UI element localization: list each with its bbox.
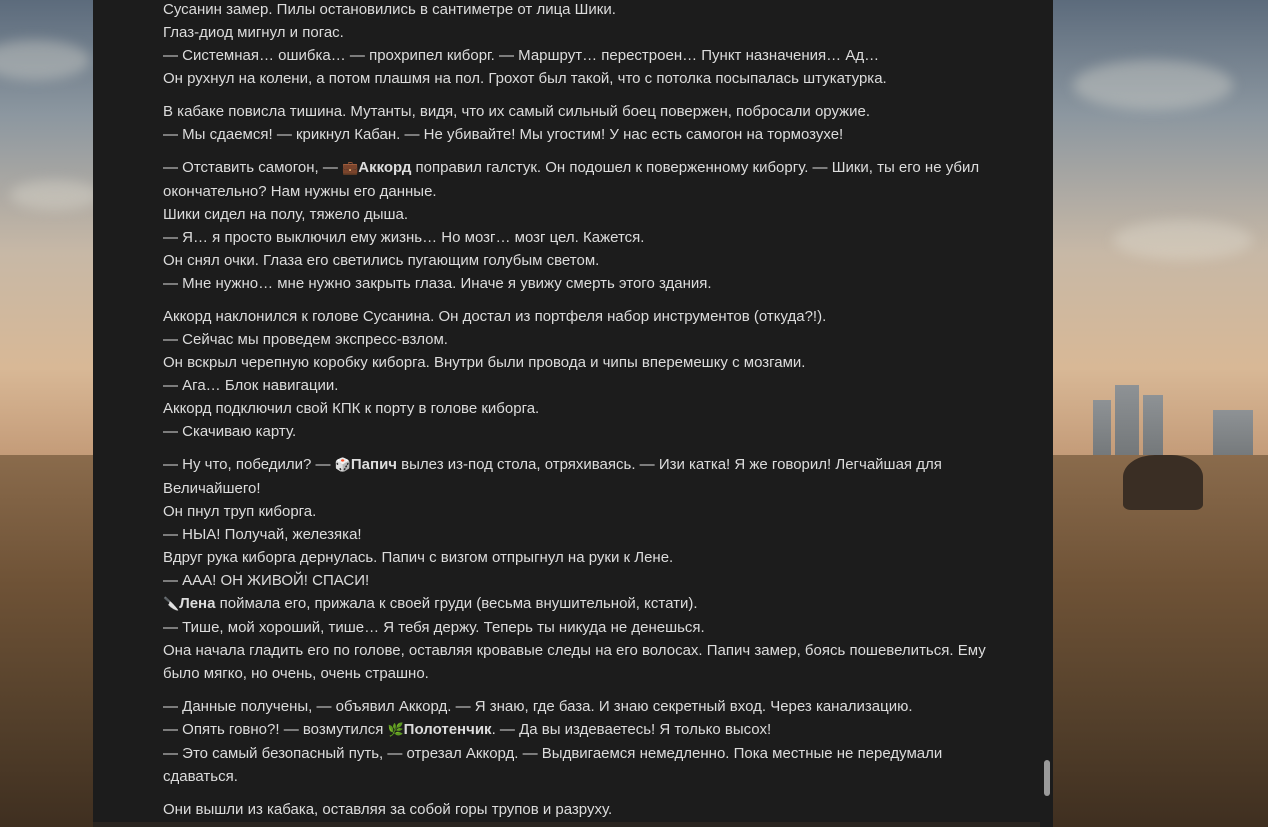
character-name: Полотенчик	[403, 721, 492, 738]
line-text: Он рухнул на колени, а потом плашмя на пол. Грохот был такой, что с потолка посыпалась штукатурка.	[163, 70, 887, 87]
scrollbar-track[interactable]	[1040, 0, 1053, 827]
line-text: Он вскрыл черепную коробку киборга. Внутри были провода и чипы вперемешку с мозгами.	[163, 354, 806, 371]
story-paragraph	[163, 0, 1013, 90]
line-text: — Данные получены, — объявил Аккорд. — Я знаю, где база. И знаю секретный вход. Через канализацию.	[163, 698, 913, 715]
line-text: Вдруг рука киборга дернулась. Папич с визгом отпрыгнул на руки к Лене.	[163, 549, 674, 566]
line-text: вылез из-под стола, отряхиваясь. — Изи катка! Я же говорил! Легчайшая для Величайшего!	[163, 456, 942, 497]
background-cloud	[1113, 220, 1253, 260]
character-emoji-icon: 💼	[342, 161, 359, 176]
line-text: Шики сидел на полу, тяжело дыша.	[163, 206, 409, 223]
line-text: поправил галстук. Он подошел к поверженному киборгу. — Шики, ты его не убил окончательно? Нам нужны его данные.	[163, 159, 980, 200]
background-left	[0, 0, 93, 827]
line-text: — Ну что, победили? —	[163, 456, 335, 473]
story-line	[163, 397, 1013, 420]
character-name: Лена	[179, 595, 216, 612]
line-text: — Мне нужно… мне нужно закрыть глаза. Иначе я увижу смерть этого здания.	[163, 275, 712, 292]
story-line	[163, 616, 1013, 639]
story-line	[163, 100, 1013, 123]
line-text: Он снял очки. Глаза его светились пугающим голубым светом.	[163, 252, 600, 269]
line-text: — Я… я просто выключил ему жизнь… Но мозг… мозг цел. Кажется.	[163, 229, 645, 246]
story-paragraph	[163, 453, 1013, 685]
story-line	[163, 351, 1013, 374]
story-line	[163, 328, 1013, 351]
story-line	[163, 453, 1013, 500]
line-text: — Опять говно?! — возмутился	[163, 721, 388, 738]
line-text: — Скачиваю карту.	[163, 423, 297, 440]
story-line	[163, 249, 1013, 272]
story-line	[163, 67, 1013, 90]
story-line	[163, 226, 1013, 249]
story-paragraph	[163, 100, 1013, 146]
story-line	[163, 44, 1013, 67]
character-emoji-icon: 🌿	[387, 723, 404, 738]
line-text: — НЫА! Получай, железяка!	[163, 526, 362, 543]
line-text: — Мы сдаемся! — крикнул Кабан. — Не убивайте! Мы угостим! У нас есть самогон на тормозухе!	[163, 126, 844, 143]
line-text: Она начала гладить его по голове, оставляя кровавые следы на его волосах. Папич замер, боясь пошевелиться. Ему было мягко, но очень, очень страшно.	[163, 642, 986, 682]
story-paragraph	[163, 695, 1013, 788]
line-text: . — Да вы издеваетесь! Я только высох!	[491, 721, 772, 738]
background-cloud	[10, 180, 93, 210]
character-emoji-icon: 🔪	[163, 597, 180, 612]
line-text: Он пнул труп киборга.	[163, 503, 317, 520]
line-text: Глаз-диод мигнул и погас.	[163, 24, 344, 41]
story-line	[163, 156, 1013, 203]
story-paragraph	[163, 156, 1013, 295]
line-text: поймала его, прижала к своей груди (весьма внушительной, кстати).	[215, 595, 698, 612]
line-text: Аккорд подключил свой КПК к порту в голове киборга.	[163, 400, 540, 417]
story-line	[163, 718, 1013, 742]
story-line	[163, 374, 1013, 397]
story-line	[163, 639, 1013, 685]
story-line	[163, 695, 1013, 718]
story-text	[163, 0, 1013, 827]
story-line	[163, 523, 1013, 546]
character-name: Папич	[350, 456, 398, 473]
story-line	[163, 21, 1013, 44]
line-text: — Это самый безопасный путь, — отрезал Аккорд. — Выдвигаемся немедленно. Пока местные не передумали сдаваться.	[163, 745, 943, 785]
story-line	[163, 305, 1013, 328]
background-right	[1053, 0, 1268, 827]
story-line	[163, 798, 1013, 821]
story-line	[163, 272, 1013, 295]
line-text: — Отставить самогон, —	[163, 159, 343, 176]
background-rock	[1123, 455, 1203, 510]
line-text: Аккорд наклонился к голове Сусанина. Он достал из портфеля набор инструментов (откуда?!).	[163, 308, 827, 325]
story-line	[163, 742, 1013, 788]
line-text: Они вышли из кабака, оставляя за собой горы трупов и разруху.	[163, 801, 613, 818]
story-line	[163, 123, 1013, 146]
character-name: Аккорд	[358, 159, 412, 176]
line-text: — ААА! ОН ЖИВОЙ! СПАСИ!	[163, 572, 370, 589]
background-ground	[0, 455, 93, 827]
story-panel[interactable]	[93, 0, 1053, 827]
background-ground	[1053, 455, 1268, 827]
line-text: — Сейчас мы проведем экспресс-взлом.	[163, 331, 448, 348]
scrollbar-thumb[interactable]	[1044, 760, 1050, 796]
line-text: В кабаке повисла тишина. Мутанты, видя, что их самый сильный боец повержен, побросали оружие.	[163, 103, 871, 120]
story-line	[163, 420, 1013, 443]
character-emoji-icon: 🎲	[334, 458, 351, 473]
story-line	[163, 203, 1013, 226]
story-line	[163, 546, 1013, 569]
story-line	[163, 592, 1013, 616]
background-cloud	[1073, 60, 1233, 110]
line-text: — Системная… ошибка… — прохрипел киборг. — Маршрут… перестроен… Пункт назначения… Ад…	[163, 47, 880, 64]
story-paragraph	[163, 798, 1013, 821]
line-text: Сусанин замер. Пилы остановились в сантиметре от лица Шики.	[163, 1, 616, 18]
story-line	[163, 0, 1013, 21]
story-paragraph	[163, 305, 1013, 443]
line-text: — Тише, мой хороший, тише… Я тебя держу. Теперь ты никуда не денешься.	[163, 619, 705, 636]
story-line	[163, 500, 1013, 523]
line-text: — Ага… Блок навигации.	[163, 377, 339, 394]
story-line	[163, 569, 1013, 592]
panel-bottom-edge	[93, 822, 1053, 827]
